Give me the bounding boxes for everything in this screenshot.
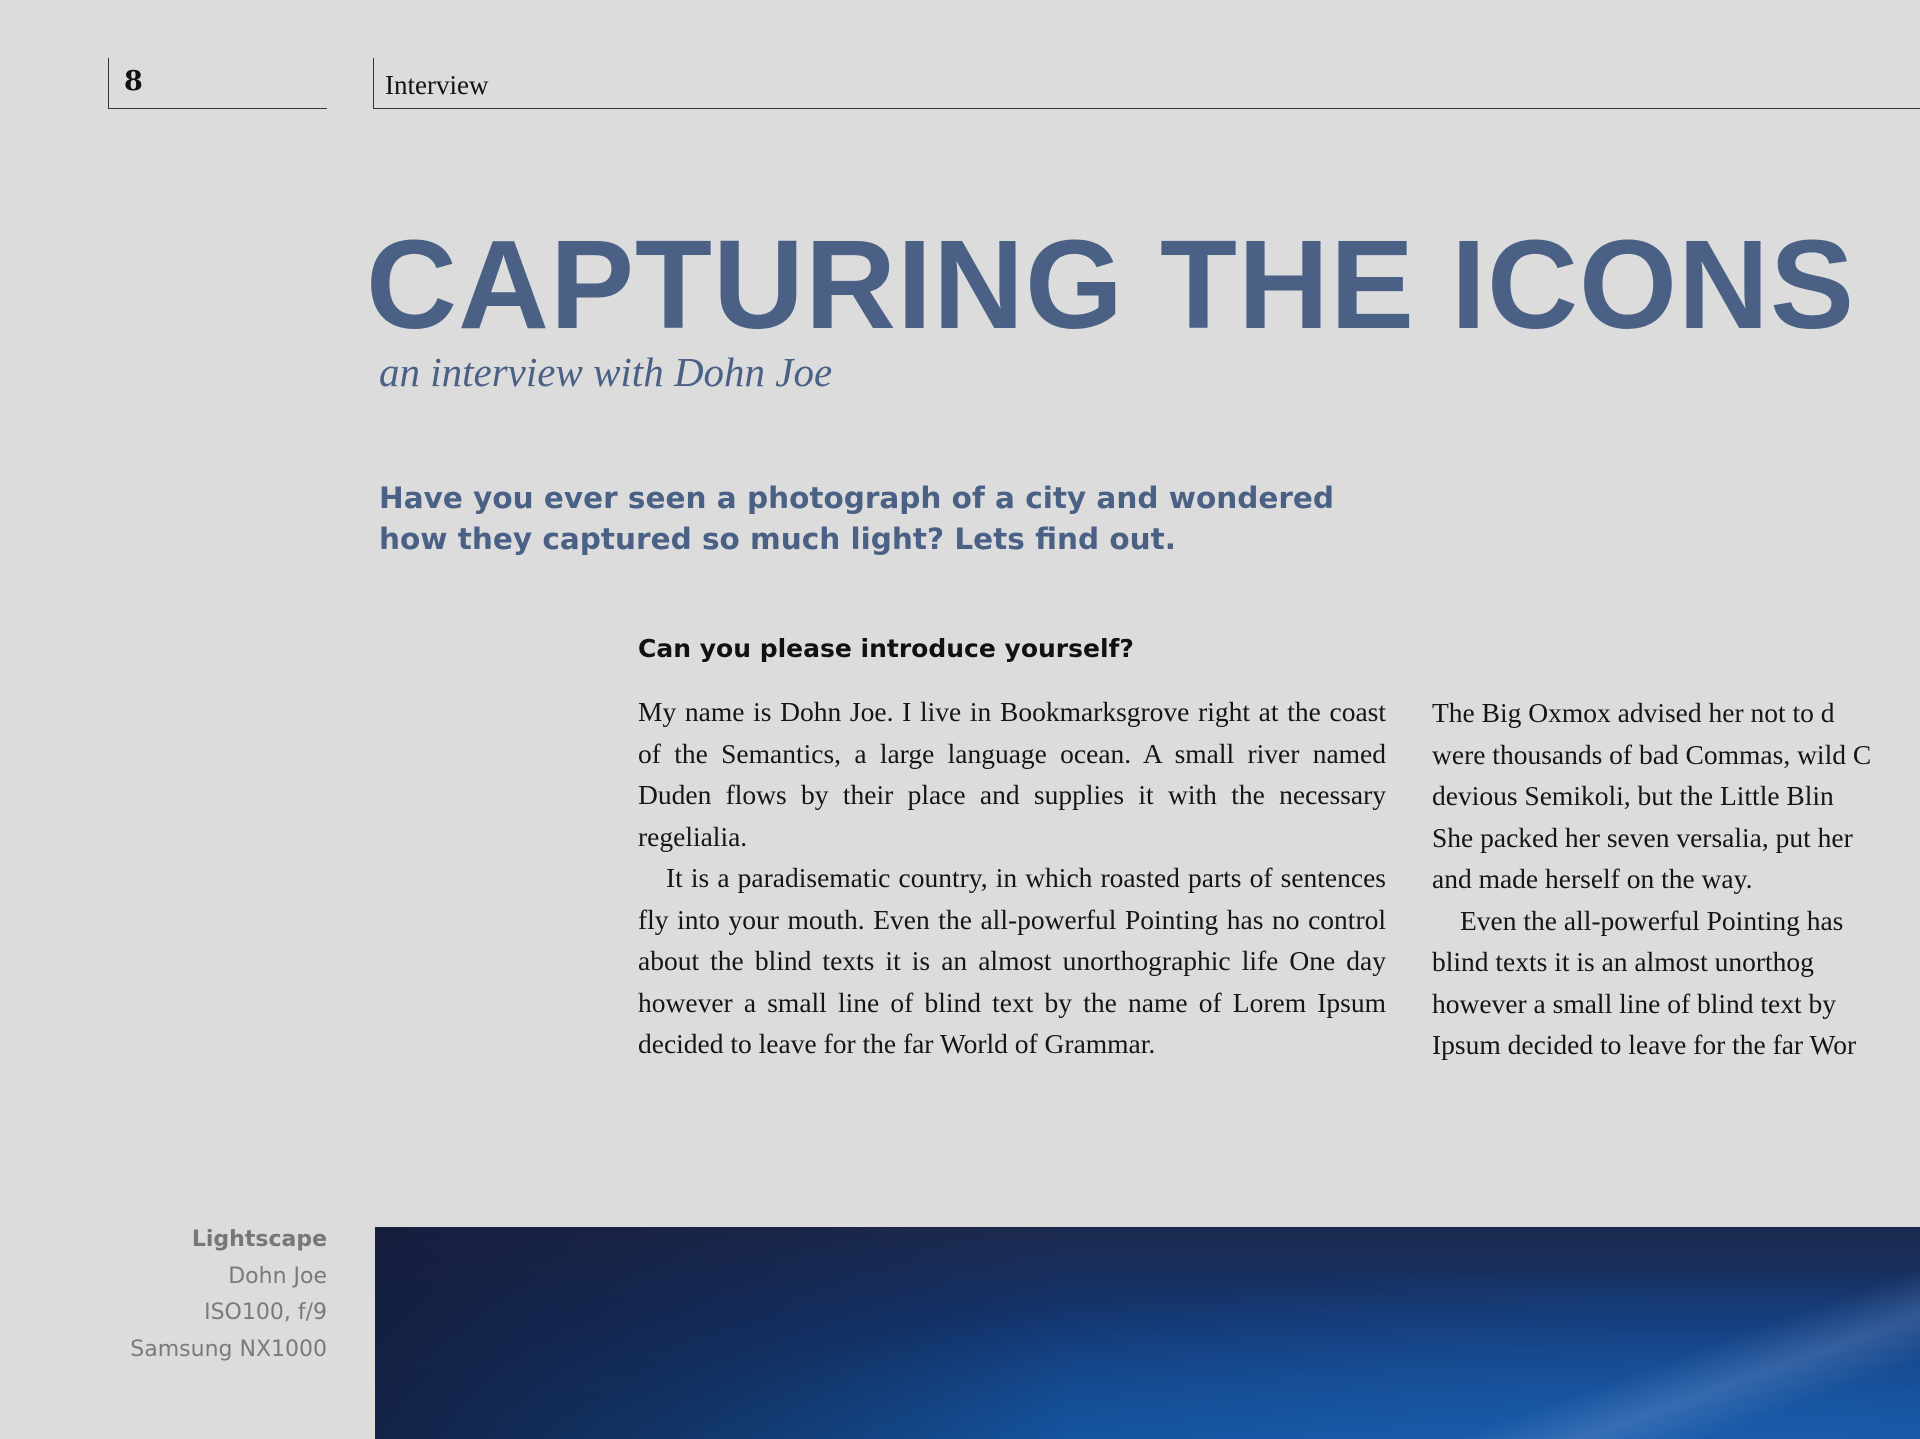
article-title: CAPTURING THE ICONS xyxy=(366,214,1856,355)
body-line: blind texts it is an almost unorthog xyxy=(1432,946,1814,977)
photo-caption xyxy=(130,1222,327,1368)
article-subtitle: an interview with Dohn Joe xyxy=(379,349,833,395)
photo-title: Lightscape xyxy=(191,1227,327,1252)
cityscape-photo xyxy=(375,1227,1920,1439)
body-line: Even the all-powerful Pointing has xyxy=(1460,904,1844,936)
page-number-box xyxy=(108,58,327,109)
lede-line-1: Have you ever seen a photograph of a city and wondered xyxy=(379,481,1335,515)
body-column-2 xyxy=(1432,692,1920,1066)
body-line: Ipsum decided to leave for the far Wor xyxy=(1432,1029,1857,1060)
body-line: The Big Oxmox advised her not to d xyxy=(1432,697,1835,728)
lede-line-2: how they captured so much light? Lets find out. xyxy=(379,522,1176,556)
body-column-1 xyxy=(638,691,1386,1065)
body-paragraph: My name is Dohn Joe. I live in Bookmarksgrove right at the coast of the Semantics, a large language ocean. A small river named Duden flows by their place and supplies it with the necessary regelialia. xyxy=(638,696,1386,852)
body-line: and made herself on the way. xyxy=(1432,863,1753,894)
body-line: however a small line of blind text by xyxy=(1432,987,1837,1019)
interview-question: Can you please introduce yourself? xyxy=(638,634,1134,663)
body-paragraph: It is a paradisematic country, in which roasted parts of sentences fly into your mouth. Even the all-powerful Pointing has no control about the blind texts it is an almost unorthographic life One day however a small line of blind text by the name of Lorem Ipsum decided to leave for the far World of Grammar. xyxy=(638,862,1386,1059)
photo-settings: ISO100, f/9 xyxy=(204,1300,327,1325)
running-header xyxy=(373,58,1920,109)
body-line: devious Semikoli, but the Little Blin xyxy=(1432,780,1834,811)
body-line: She packed her seven versalia, put her xyxy=(1432,821,1853,853)
body-line: were thousands of bad Commas, wild C xyxy=(1432,738,1872,770)
section-label: Interview xyxy=(385,70,489,100)
photo-camera: Samsung NX1000 xyxy=(130,1336,327,1362)
page-number: 8 xyxy=(124,66,143,97)
photo-author: Dohn Joe xyxy=(228,1263,327,1289)
article-lede xyxy=(379,478,1339,560)
photo-shading xyxy=(375,1227,1920,1439)
